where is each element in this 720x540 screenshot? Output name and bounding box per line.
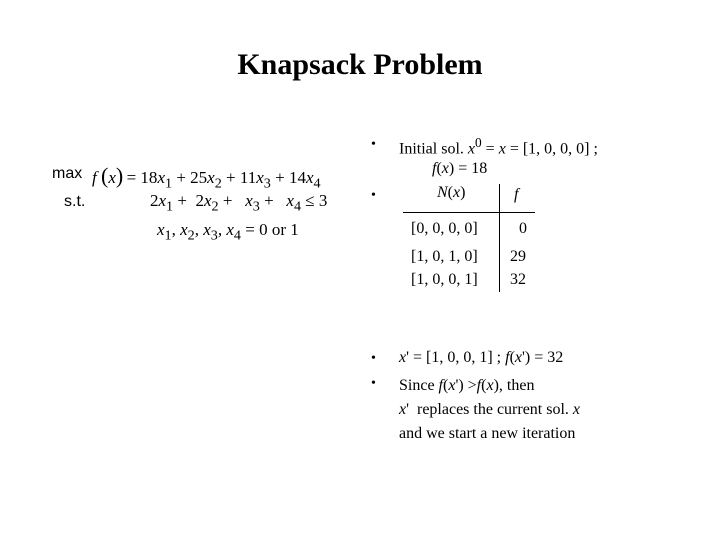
table-column-divider — [499, 184, 500, 292]
bullet-marker: • — [371, 376, 376, 391]
max-label: max — [52, 165, 83, 182]
table-cell-f: 29 — [510, 248, 526, 265]
table-header-divider — [403, 212, 535, 213]
bullet-marker: • — [371, 351, 376, 366]
page-title: Knapsack Problem — [237, 48, 483, 81]
table-cell-f: 32 — [510, 271, 526, 288]
bullet-marker: • — [371, 188, 376, 203]
table-cell-solution: [1, 0, 0, 1] — [411, 271, 478, 288]
bullet-marker: • — [371, 137, 376, 152]
table-header-neighborhood: N(x) — [437, 184, 466, 201]
st-label: s.t. — [64, 193, 86, 210]
table-header-f: f — [514, 186, 519, 203]
table-cell-solution: [1, 0, 1, 0] — [411, 248, 478, 265]
table-cell-f: 0 — [519, 220, 527, 237]
initial-solution-text: Initial sol. $x^0 = x = [1$, 0, 0, 0] ; — [399, 135, 598, 158]
capacity-constraint: $2x_1 + 2x_2 + x_3 + x_4 \le 3$ — [150, 191, 328, 215]
replacement-text: Since f(x') >f(x), then x' replaces the current sol. x and we start a new iteration — [399, 377, 581, 442]
binary-domain: $x_1$, $x_2$, $x_3$, $x_4 = 0$ or 1 — [157, 220, 299, 244]
table-cell-solution: [0, 0, 0, 0] — [411, 220, 478, 237]
objective-function: f $(x) = 18x_1 + 25x_2 + 11x_3 + 14x_4$ — [92, 163, 321, 192]
initial-f-value: f(x) = 18 — [432, 160, 488, 177]
new-solution-text: x' = [1, 0, 0, 1] ; f(x') = 32 — [399, 349, 564, 366]
